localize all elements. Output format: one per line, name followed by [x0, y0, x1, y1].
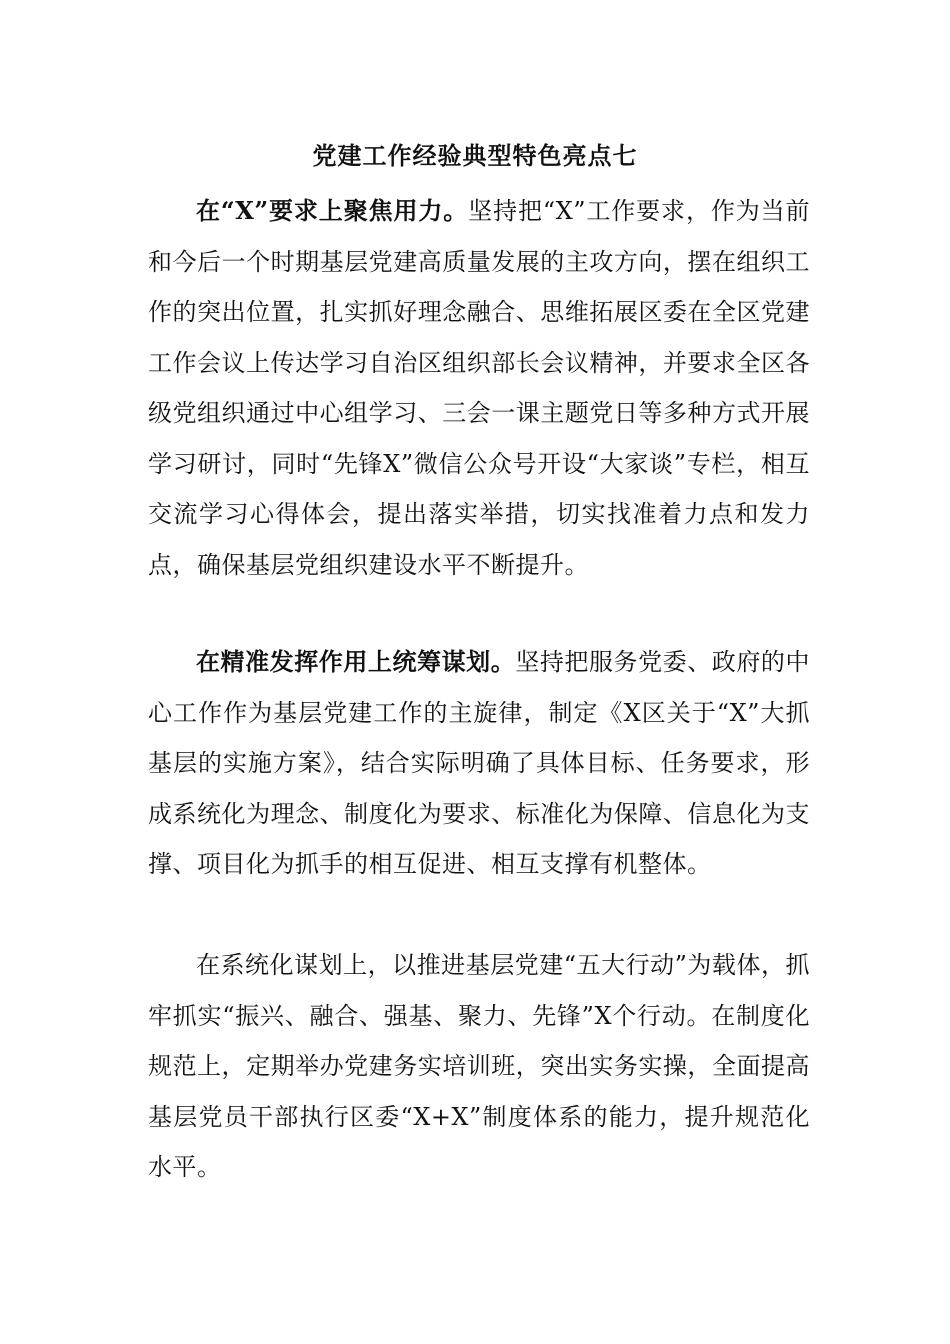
paragraph-1 [148, 186, 810, 590]
paragraph-2 [148, 637, 810, 890]
paragraph-2-text: 坚持把服务党委、政府的中心工作作为基层党建工作的主旋律，制定《X区关于“X”大抓基层的实施方案》，结合实际明确了具体目标、任务要求，形成系统化为理念、制度化为要求、标准化为保障、信息化为支撑、项目化为抓手的相互促进、相互支撑有机整体。 [148, 648, 810, 878]
paragraph-3 [148, 940, 810, 1193]
document-title: 党建工作经验典型特色亮点七 [312, 141, 638, 170]
paragraph-1-text: 坚持把“X”工作要求，作为当前和今后一个时期基层党建高质量发展的主攻方向，摆在组织工作的突出位置，扎实抓好理念融合、思维拓展区委在全区党建工作会议上传达学习自治区组织部长会议精神，并要求全区各级党组织通过中心组学习、三会一课主题党日等多种方式开展学习研讨，同时“先锋X”微信公众号开设“大家谈”专栏，相互交流学习心得体会，提出落实举措，切实找准着力点和发力点，确保基层党组织建设水平不断提升。 [148, 197, 811, 579]
paragraph-2-lead: 在精准发挥作用上统筹谋划。 [196, 647, 516, 676]
paragraph-1-lead: 在“X”要求上聚焦用力。 [196, 196, 469, 225]
paragraph-3-text: 在系统化谋划上，以推进基层党建“五大行动”为载体，抓牢抓实“振兴、融合、强基、聚力、先锋”X个行动。在制度化规范上，定期举办党建务实培训班，突出实务实操，全面提高基层党员干部执行区委“X+X”制度体系的能力，提升规范化水平。 [148, 951, 810, 1181]
